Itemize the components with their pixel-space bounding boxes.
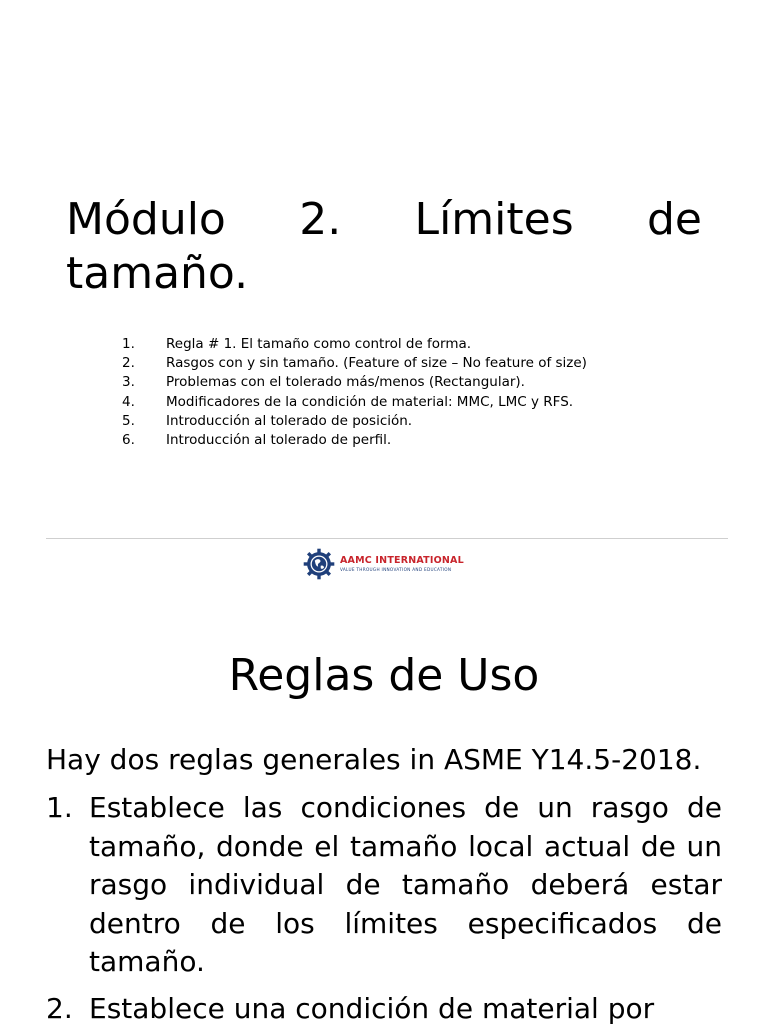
module-title: Módulo 2. Límites de tamaño. bbox=[66, 194, 702, 299]
list-item-number: 3. bbox=[122, 374, 135, 391]
list-item-text: Modificadores de la condición de material: MMC, LMC y RFS. bbox=[166, 393, 574, 410]
rules-list bbox=[46, 789, 722, 1024]
list-item bbox=[46, 789, 722, 982]
list-item bbox=[122, 393, 587, 412]
list-item-number: 1. bbox=[122, 336, 135, 352]
list-item-text: Introducción al tolerado de perfil. bbox=[166, 432, 392, 449]
list-item-number: 1. bbox=[46, 791, 73, 824]
logo-text bbox=[340, 556, 464, 572]
list-item-text: Introducción al tolerado de posición. bbox=[166, 412, 413, 429]
list-item-number: 2. bbox=[46, 991, 73, 1024]
company-logo bbox=[302, 546, 464, 582]
list-item bbox=[46, 990, 722, 1024]
list-item-number: 2. bbox=[122, 355, 135, 372]
intro-text: Hay dos reglas generales in ASME Y14.5-2018. bbox=[46, 743, 702, 776]
list-item bbox=[122, 412, 587, 431]
list-item-text: Rasgos con y sin tamaño. (Feature of size – No feature of size) bbox=[166, 355, 587, 372]
topic-list bbox=[122, 335, 587, 450]
list-item bbox=[122, 335, 587, 354]
list-item bbox=[122, 431, 587, 450]
list-item bbox=[122, 354, 587, 373]
list-item-number: 6. bbox=[122, 432, 135, 449]
section-title: Reglas de Uso bbox=[228, 650, 540, 701]
logo-name: AAMC INTERNATIONAL bbox=[340, 555, 464, 567]
list-item-text: Establece las condiciones de un rasgo de tamaño, donde el tamaño local actual de un rasgo individual de tamaño deberá estar dentro de los límites especificados de tamaño. bbox=[89, 791, 722, 978]
list-item-text: Regla # 1. El tamaño como control de forma. bbox=[166, 336, 472, 352]
logo-tagline: VALUE THROUGH INNOVATION AND EDUCATION bbox=[340, 566, 452, 572]
list-item bbox=[122, 373, 587, 392]
list-item-number: 4. bbox=[122, 393, 135, 410]
gear-globe-icon bbox=[302, 547, 336, 581]
list-item-text: Problemas con el tolerado más/menos (Rectangular). bbox=[166, 374, 525, 391]
list-item-number: 5. bbox=[122, 412, 135, 429]
slide-divider bbox=[46, 538, 728, 539]
list-item-text: Establece una condición de material por bbox=[89, 991, 655, 1024]
